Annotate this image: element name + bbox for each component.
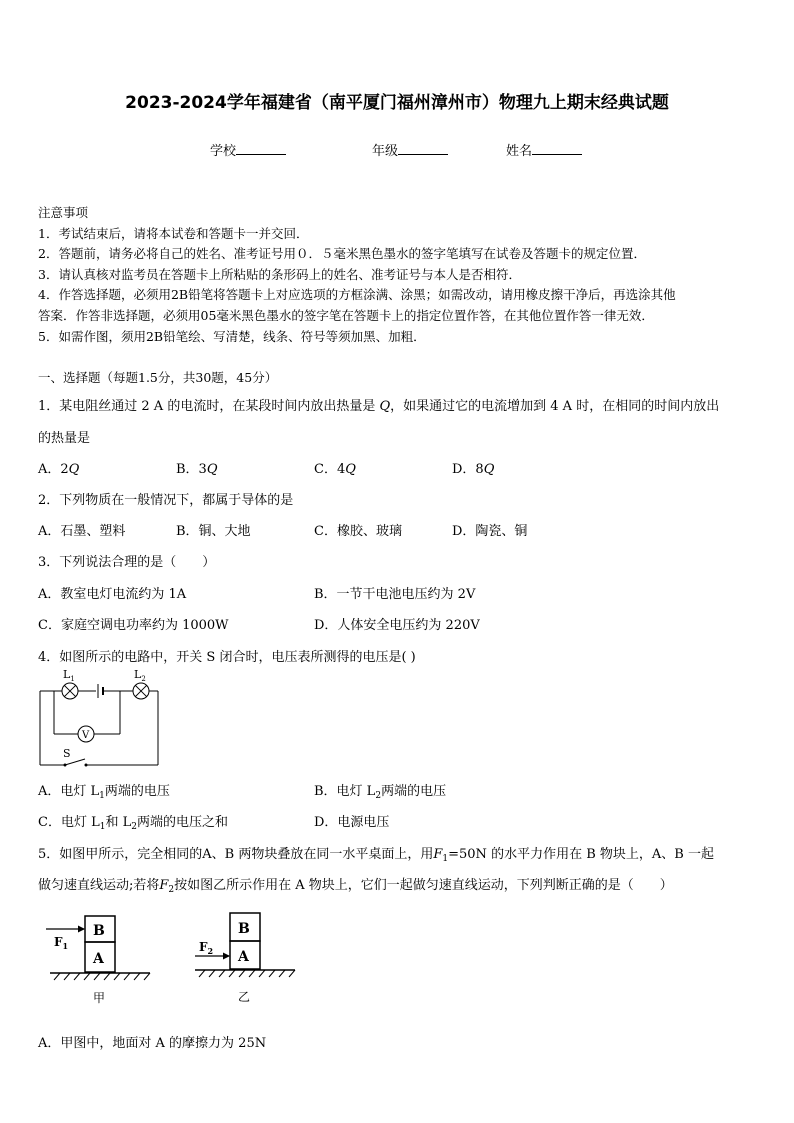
grade-label: 年级 (372, 144, 399, 159)
question-5-stem: 5．如图甲所示，完全相同的A、B 两物块叠放在同一水平桌面上，用$F_1=50N$ 的水平力作用在 B 物块上，A、B 一起 (38, 847, 714, 864)
question-3-option-a[interactable]: A．教室电灯电流约为 1A (38, 587, 187, 602)
question-3-option-c[interactable]: C．家庭空调电功率约为 1000W (38, 618, 229, 633)
question-5-option-a[interactable]: A．甲图中，地面对 A 的摩擦力为 25N (38, 1036, 267, 1051)
note-item: 2．答题前，请务必将自己的姓名、准考证号用０．５毫米黑色墨水的签字笔填写在试卷及答题卡的规定位置． (38, 246, 646, 262)
question-1-option-d[interactable]: D．8Q (452, 462, 495, 477)
force-arrow-head (223, 953, 230, 960)
figure-caption: 甲 (93, 991, 106, 1005)
grade-field (372, 140, 448, 159)
question-5-stem-cont: 做匀速直线运动;若将$F_2$按如图乙所示作用在 A 物块上，它们一起做匀速直线运动，下列判断正确的是（ ） (38, 878, 673, 895)
ground-hatch (54, 973, 150, 980)
question-4-stem: 4．如图所示的电路中，开关 S 闭合时，电压表所测得的电压是( ) (38, 650, 416, 665)
question-1-option-c[interactable]: C．4Q (314, 462, 356, 477)
page-title: 2023-2024学年福建省（南平厦门福州漳州市）物理九上期末经典试题 (125, 93, 669, 113)
note-item: 5．如需作图，须用2B铅笔绘、写清楚，线条、符号等须加黑、加粗． (38, 328, 426, 344)
battery-icon (98, 684, 103, 698)
question-2-stem: 2．下列物质在一般情况下，都属于导体的是 (38, 493, 294, 508)
block-a-label: A (93, 951, 104, 967)
ground-hatch (199, 970, 295, 977)
note-item: 1．考试结束后，请将本试卷和答题卡一并交回． (38, 225, 309, 241)
question-4-option-a[interactable]: A．电灯 $L_1$两端的电压 (38, 784, 170, 801)
block-a-label: A (238, 949, 249, 965)
force-label: $F_1$ (54, 935, 69, 951)
question-2-option-b[interactable]: B．铜、大地 (176, 524, 251, 539)
question-4-option-c[interactable]: C．电灯 $L_1$和 $L_2$两端的电压之和 (38, 815, 228, 832)
school-field (210, 140, 286, 159)
question-3-option-b[interactable]: B．一节干电池电压约为 2V (314, 587, 476, 602)
question-2-option-a[interactable]: A．石墨、塑料 (38, 524, 126, 539)
question-1-option-a[interactable]: A．2Q (38, 462, 80, 477)
lamp-l1-icon (62, 683, 78, 699)
switch-label: S (63, 747, 71, 760)
note-item: 答案．作答非选择题，必须用05毫米黑色墨水的签字笔在答题卡上的指定位置作答，在其他位置作答一律无效． (38, 307, 654, 323)
note-item: 3．请认真核对监考员在答题卡上所粘贴的条形码上的姓名、准考证号与本人是否相符． (38, 266, 521, 282)
circuit-diagram (30, 665, 170, 775)
question-3-option-d[interactable]: D．人体安全电压约为 220V (314, 618, 480, 633)
switch-icon (64, 759, 88, 767)
school-label: 学校 (210, 144, 237, 159)
grade-blank (398, 142, 448, 155)
force-label: $F_2$ (199, 940, 214, 956)
note-item: 4．作答选择题，必须用2B铅笔将答题卡上对应选项的方框涂满、涂黑；如需改动，请用橡皮擦干净后，再选涂其他 (38, 287, 676, 303)
figure-yi (185, 905, 305, 1005)
lamp-l2-label: $L_2$ (134, 668, 146, 683)
name-blank (532, 142, 582, 155)
block-b-label: B (238, 921, 250, 937)
section-heading: 一、选择题（每题1.5分，共30题，45分） (38, 370, 278, 385)
notes-heading: 注意事项 (38, 205, 89, 220)
name-field (506, 140, 582, 159)
block-b-label: B (93, 923, 105, 939)
lamp-l1-label: $L_1$ (63, 668, 75, 683)
question-1-stem: 1．某电阻丝通过 2 A 的电流时，在某段时间内放出热量是 Q，如果通过它的电流增加到 4 A 时，在相同的时间内放出 (38, 399, 720, 414)
question-2-option-d[interactable]: D．陶瓷、铜 (452, 524, 528, 539)
school-blank (236, 142, 286, 155)
name-label: 姓名 (506, 144, 533, 159)
question-1-stem-cont: 的热量是 (38, 431, 91, 446)
figure-jia (40, 908, 160, 1008)
lamp-l2-icon (133, 683, 149, 699)
force-arrow-head (78, 926, 85, 933)
notes-block (38, 203, 768, 347)
svg-text:V: V (82, 730, 90, 741)
question-3-stem: 3．下列说法合理的是（ ） (38, 555, 216, 570)
voltmeter-icon (78, 726, 94, 742)
question-4-option-d[interactable]: D．电源电压 (314, 815, 390, 830)
figure-caption: 乙 (238, 990, 251, 1004)
question-1-option-b[interactable]: B．3Q (176, 462, 218, 477)
question-2-option-c[interactable]: C．橡胶、玻璃 (314, 524, 402, 539)
question-4-option-b[interactable]: B．电灯 $L_2$两端的电压 (314, 784, 447, 801)
